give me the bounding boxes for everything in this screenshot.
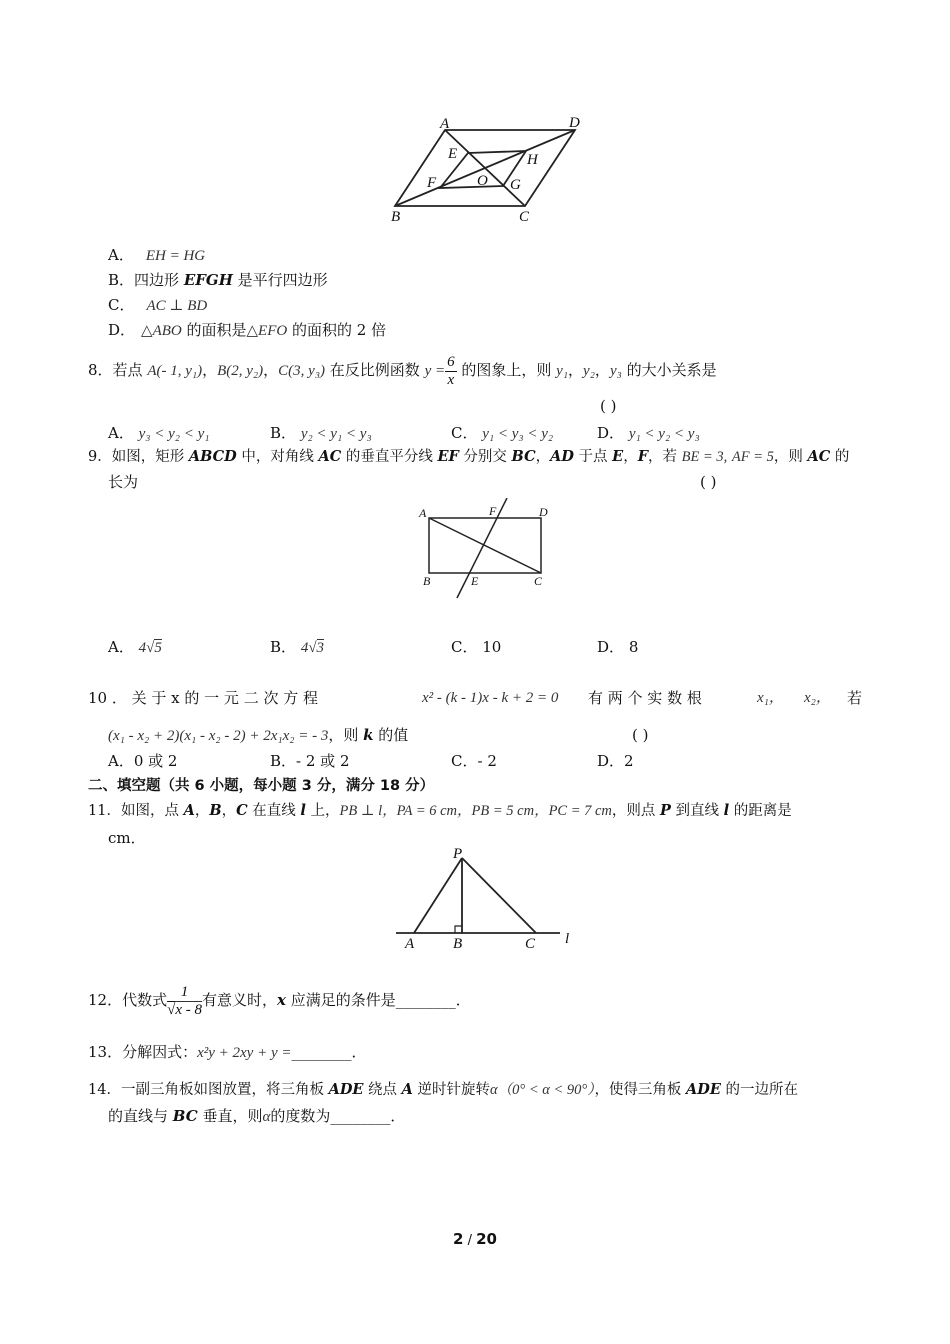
q9-bold: AC: [807, 448, 831, 465]
option-radicand: 5: [154, 640, 162, 656]
q9-text: 中，对角线: [236, 449, 319, 465]
label-A: A: [405, 936, 415, 952]
q10-x2: x₂，: [804, 690, 831, 706]
q9-answer-paren: ( ): [700, 473, 717, 491]
q12-fraction: [167, 984, 202, 1019]
q10-text: 的值: [373, 726, 409, 744]
q10-text-roots: 有 两 个 实 数 根: [588, 689, 702, 707]
q14-text: ，使得三角板: [594, 1082, 687, 1098]
q8-text: ，: [568, 361, 584, 379]
q8-fraction: [445, 354, 457, 389]
label-A: A: [419, 506, 427, 520]
fraction-numerator: 1: [167, 984, 202, 1002]
page-number: [0, 1230, 950, 1248]
q8-point-a: A(- 1, y₁): [147, 363, 203, 379]
label-C: C: [519, 209, 530, 225]
q9-bold: BC: [511, 448, 536, 465]
q8-function: y =: [424, 363, 446, 379]
q11-text: 在直线: [247, 803, 301, 819]
q14-stem-line2: [108, 1106, 405, 1127]
q8-option-c: [451, 423, 553, 444]
option-coef: 4: [138, 640, 147, 656]
q8-text: 在反比例函数: [325, 361, 425, 379]
q10-x1: x₁，: [757, 690, 784, 706]
q11-math: PB ⊥ l，: [339, 803, 397, 819]
section-heading-fill-in: 二、填空题（共 6 小题，每小题 3 分，满分 18 分）: [88, 778, 435, 794]
option-math: y₂ < y₁ < y₃: [300, 426, 372, 442]
page-current: 2: [453, 1230, 464, 1248]
q11-bold: P: [660, 802, 671, 819]
q9-stem-line1: [88, 447, 849, 467]
q11-text: ，: [221, 803, 237, 819]
q14-text: 的直线与: [108, 1107, 173, 1125]
q12-text: 12．代数式: [88, 991, 168, 1009]
label-B: B: [391, 209, 401, 225]
q14-text: 绕点: [363, 1082, 402, 1098]
q14-stem-line1: [88, 1080, 798, 1100]
label-F: F: [489, 504, 497, 518]
q10-k: k: [363, 726, 374, 744]
option-text: 是平行四边形: [232, 271, 328, 289]
q9-text: 9．如图，矩形: [88, 449, 189, 465]
q13-text: 13．分解因式：: [88, 1043, 198, 1061]
q9-bold: F: [637, 448, 649, 465]
q8-text: ，: [594, 361, 610, 379]
q8-text: 的大小关系是: [621, 361, 717, 379]
q8-option-a: [108, 423, 210, 444]
q8-y1: y₁: [556, 363, 569, 379]
label-D: D: [539, 505, 548, 519]
q10-ruo: 若: [847, 689, 863, 707]
option-letter: A．: [108, 246, 134, 264]
q9-bold: AD: [550, 448, 574, 465]
fraction-numerator: 6: [447, 353, 455, 370]
option-letter: A．: [108, 638, 134, 656]
label-H: H: [527, 152, 538, 168]
q10-stem-line1: [88, 688, 318, 708]
q14-bold: ADE: [686, 1081, 721, 1098]
q8-stem: [88, 352, 717, 389]
q9-bold: AC: [318, 448, 342, 465]
option-letter: D．: [597, 638, 625, 656]
q9-option-c: [451, 637, 501, 657]
option-math: y₃ < y₂ < y₁: [138, 426, 210, 442]
option-coef: 4: [300, 640, 309, 656]
q9-bold: E: [612, 448, 624, 465]
q9-stem-line2: 长为: [108, 473, 139, 491]
sqrt-symbol: √: [146, 640, 155, 656]
label-l: l: [565, 931, 570, 947]
option-text: 四边形: [134, 271, 184, 289]
option-letter: B．: [108, 271, 135, 289]
q14-text: 的度数为________．: [270, 1107, 406, 1125]
q10-answer-paren: ( ): [632, 726, 649, 744]
q11-bold: l: [300, 802, 306, 819]
q10-stem-line2: [108, 725, 408, 746]
q11-bold: C: [236, 802, 248, 819]
option-math: △ABO: [141, 323, 182, 339]
q14-text: 的一边所在: [720, 1082, 799, 1098]
q9-option-d: [597, 637, 638, 657]
sqrt-symbol: √: [308, 640, 317, 656]
q9-text: 于点: [573, 449, 613, 465]
parallelogram-figure: [385, 110, 585, 230]
label-C: C: [534, 574, 543, 588]
option-letter: A．: [108, 424, 134, 442]
q11-text: 上，: [305, 803, 340, 819]
option-letter: C．: [108, 296, 135, 314]
option-math: y₁ < y₃ < y₂: [482, 426, 554, 442]
option-letter: D．: [597, 752, 625, 770]
q8-y3: y₃: [609, 363, 622, 379]
q9-math: BE = 3,: [681, 449, 728, 465]
q9-bold: EF: [437, 448, 459, 465]
q8-option-d: [597, 423, 700, 444]
q9-text: ，: [623, 449, 638, 465]
q8-text: ，: [202, 361, 218, 379]
q14-text: 14．一副三角板如图放置，将三角板: [88, 1082, 329, 1098]
q10-option-b: [270, 751, 350, 771]
q7-option-b: [108, 270, 328, 290]
page-separator: /: [463, 1233, 477, 1248]
label-O: O: [477, 173, 488, 189]
fraction-denominator: x: [447, 371, 455, 388]
q10-equation: x² - (k - 1)x - k + 2 = 0: [422, 690, 559, 706]
option-letter: B．: [270, 752, 297, 770]
option-text: - 2 或 2: [296, 752, 350, 770]
label-P: P: [453, 846, 463, 862]
option-letter: D．: [597, 424, 625, 442]
q8-option-b: [270, 423, 372, 444]
fraction-denominator: [167, 1002, 202, 1019]
q9-option-b: [270, 637, 324, 658]
q9-math: AF = 5: [731, 449, 774, 465]
label-F: F: [427, 175, 437, 191]
q11-stem-line1: [88, 801, 792, 821]
q13-expression: x²y + 2xy + y =: [197, 1045, 292, 1061]
label-G: G: [510, 177, 521, 193]
q12-text: 应满足的条件是________．: [285, 991, 471, 1009]
q9-text: ，若: [648, 449, 682, 465]
q8-text: 8．若点: [88, 361, 148, 379]
q13-stem: [88, 1042, 367, 1063]
q8-answer-paren: ( ): [600, 397, 617, 415]
q10-text: 10 ． 关 于 x 的 一 元 二 次 方 程: [88, 689, 318, 707]
option-math: y₁ < y₂ < y₃: [628, 426, 700, 442]
q9-bold: ABCD: [188, 448, 237, 465]
q14-text: 垂直，则: [197, 1107, 263, 1125]
q9-text: ，则: [773, 449, 808, 465]
q11-bold: l: [723, 802, 730, 819]
q14-bold: A: [401, 1081, 413, 1098]
q8-point-b: B(2, y₂): [217, 363, 264, 379]
q11-text: ，则点: [611, 803, 661, 819]
option-text: 的面积的 2 倍: [287, 321, 387, 339]
q9-text: 的垂直平分线: [341, 449, 438, 465]
option-letter: A．: [108, 752, 134, 770]
q11-math: PC = 7 cm: [548, 803, 612, 819]
option-math: △EFO: [246, 323, 288, 339]
q12-x: x: [277, 991, 286, 1009]
q14-text: 逆时针旋转: [412, 1082, 491, 1098]
q11-bold: A: [183, 802, 195, 819]
q11-text: ，: [194, 803, 210, 819]
q11-bold: B: [209, 802, 222, 819]
option-math: EH = HG: [145, 248, 206, 264]
triangle-figure: [390, 842, 585, 957]
option-math: EFGH: [183, 271, 233, 289]
q9-option-a: [108, 637, 162, 658]
q14-bold: BC: [172, 1107, 198, 1125]
option-text: 10: [482, 638, 502, 656]
option-text: 的面积是: [181, 321, 247, 339]
option-letter: D．: [108, 321, 136, 339]
label-C: C: [525, 936, 536, 952]
q8-text: ，: [263, 361, 279, 379]
rectangle-figure: [415, 498, 565, 603]
page-total: 20: [476, 1230, 497, 1248]
q8-y2: y₂: [583, 363, 595, 379]
q11-math: PA = 6 cm，: [396, 803, 472, 819]
q7-option-c: [108, 295, 207, 316]
option-letter: C．: [451, 752, 478, 770]
q13-text: ________．: [291, 1043, 367, 1061]
label-B: B: [453, 936, 463, 952]
q10-condition: (x₁ - x₂ + 2)(x₁ - x₂ - 2) + 2x₁x₂ = - 3: [108, 728, 329, 744]
q9-text: ，: [535, 449, 551, 465]
q11-stem-line2: cm．: [108, 829, 146, 847]
label-D: D: [569, 115, 580, 131]
option-radicand: 3: [316, 640, 325, 656]
option-text: 2: [624, 752, 634, 770]
q10-option-d: [597, 751, 634, 771]
option-letter: B．: [270, 638, 297, 656]
option-text: - 2: [477, 752, 497, 770]
option-letter: C．: [451, 424, 478, 442]
q14-bold: ADE: [328, 1081, 364, 1098]
q11-text: 的距离是: [729, 803, 792, 819]
q8-text: 的图象上，则: [456, 361, 557, 379]
label-E: E: [471, 574, 479, 588]
label-B: B: [423, 574, 431, 588]
label-E: E: [448, 146, 458, 162]
option-text: 0 或 2: [133, 752, 178, 770]
radicand: x - 8: [175, 1001, 202, 1018]
q11-text: 11．如图，点: [88, 803, 184, 819]
option-text: 8: [628, 638, 639, 656]
q10-option-a: [108, 751, 177, 771]
q11-math: PB = 5 cm，: [471, 803, 549, 819]
q9-text: 分别交: [458, 449, 512, 465]
option-letter: B．: [270, 424, 297, 442]
q9-text: 的: [830, 449, 850, 465]
option-letter: C．: [451, 638, 478, 656]
q7-option-d: [108, 320, 386, 341]
q7-option-a: [108, 245, 205, 266]
q11-text: 到直线: [670, 803, 724, 819]
option-math: AC ⊥ BD: [146, 298, 208, 314]
label-A: A: [440, 116, 450, 132]
q8-point-c: C(3, y₃): [278, 363, 326, 379]
q14-alpha-range: α（0° < α < 90°）: [490, 1082, 595, 1098]
sqrt-symbol: √: [167, 1001, 176, 1018]
q12-text: 有意义时，: [201, 991, 277, 1009]
q10-text: ，则: [328, 726, 364, 744]
q12-stem: [88, 980, 471, 1020]
q14-alpha: α: [262, 1109, 271, 1125]
q10-option-c: [451, 751, 497, 771]
